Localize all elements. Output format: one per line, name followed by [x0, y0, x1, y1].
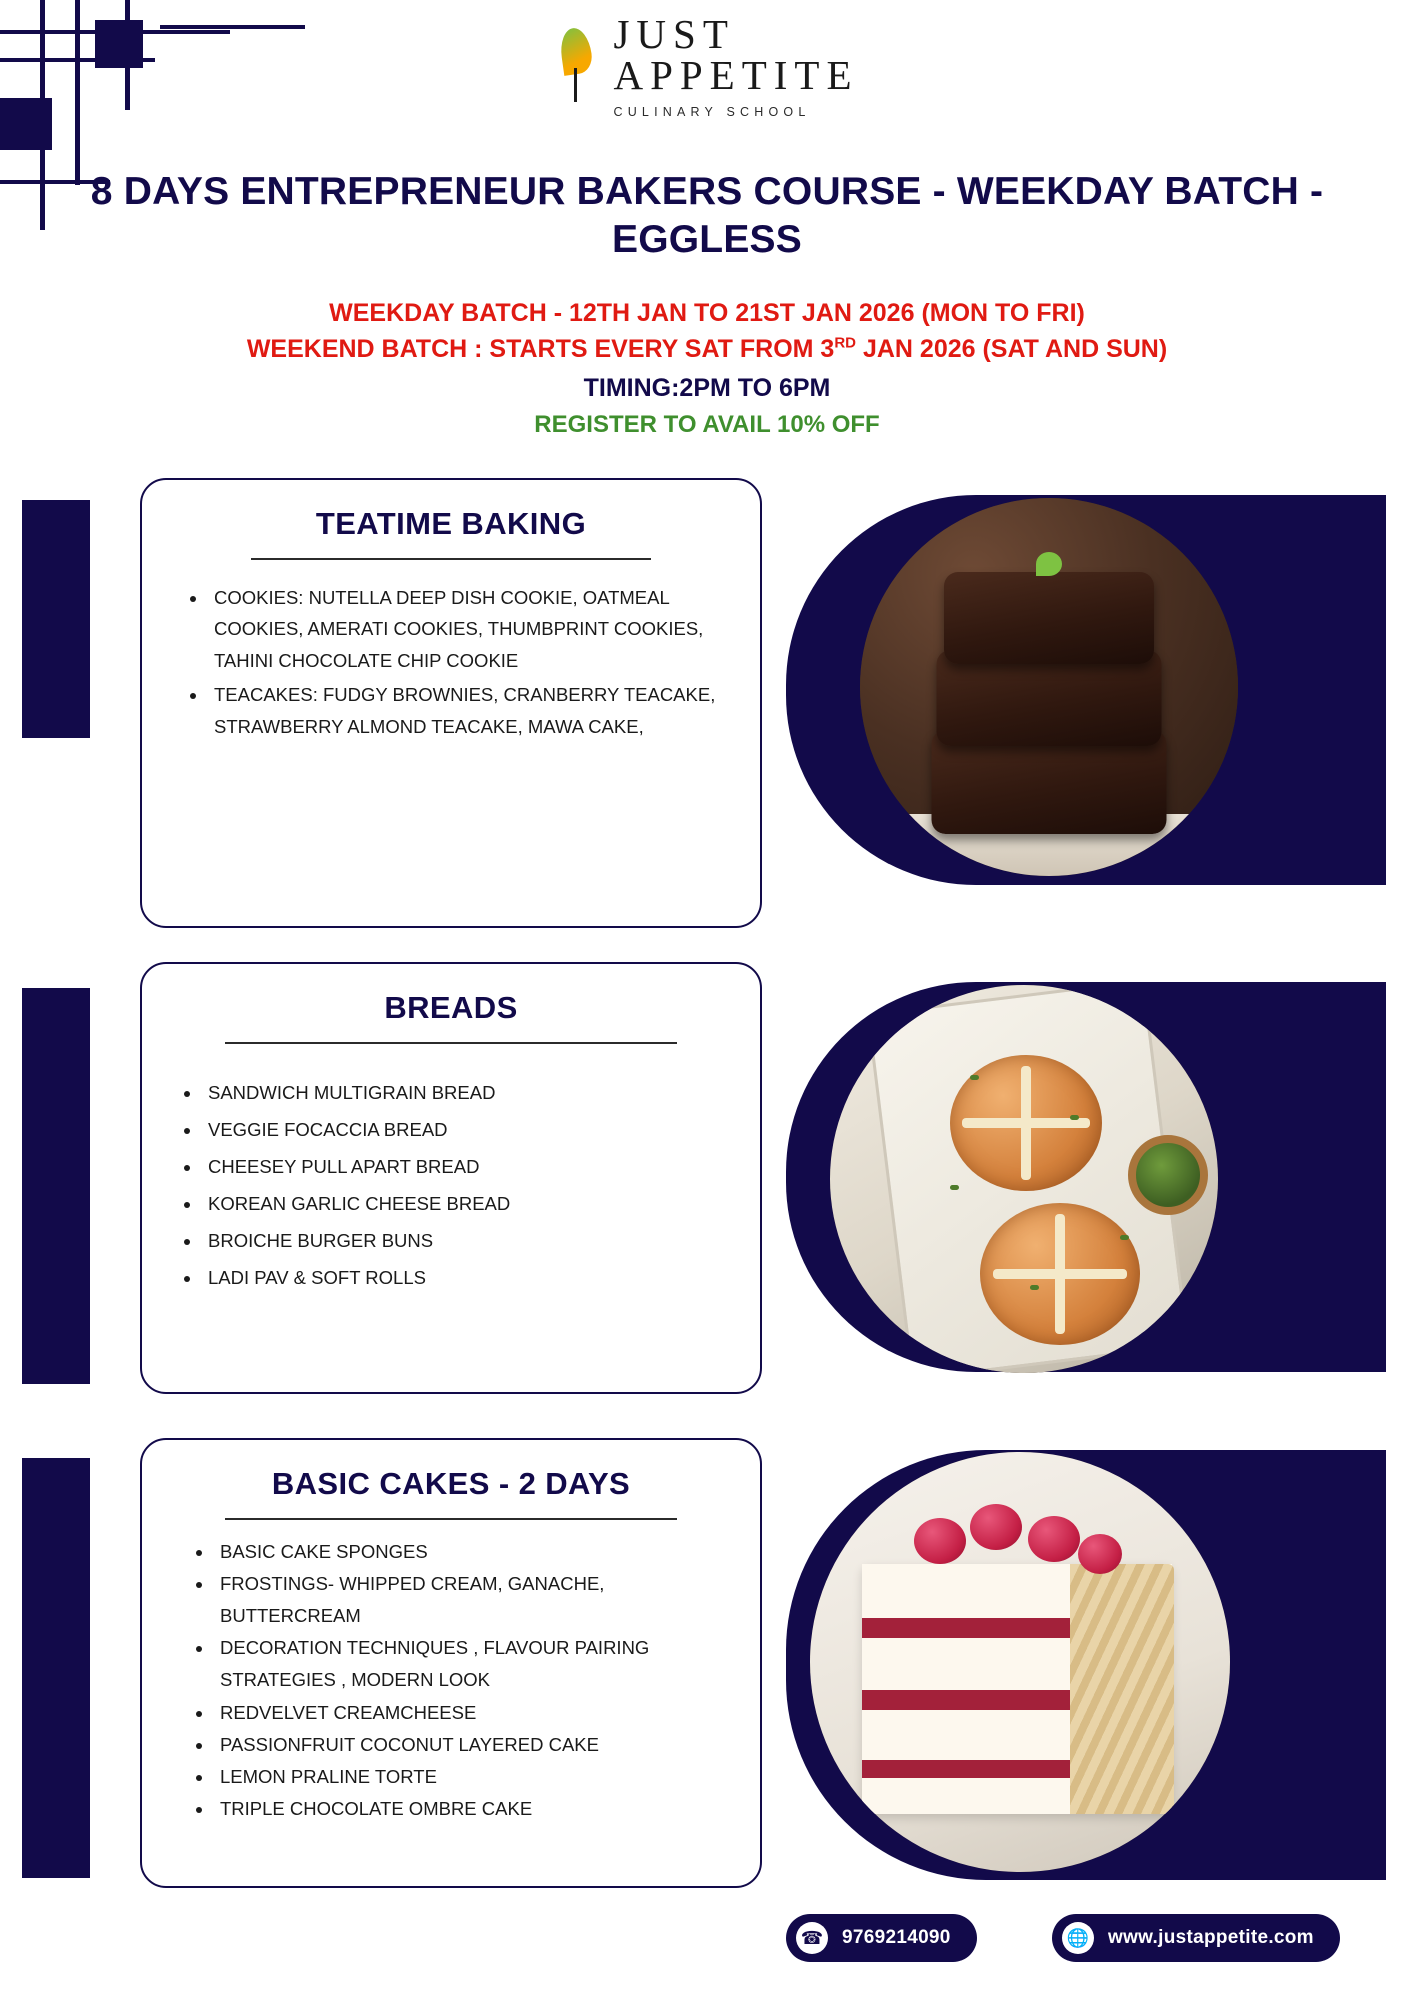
list-item: • REDVELVET CREAMCHEESE	[214, 1697, 730, 1729]
weekend-batch-text	[60, 331, 1354, 367]
phone-icon: ☎	[796, 1922, 828, 1954]
globe-icon: 🌐	[1062, 1922, 1094, 1954]
layer-cake-slice-photo	[810, 1452, 1230, 1872]
section-title: BREADS	[384, 990, 518, 1025]
list-item: • KOREAN GARLIC CHEESE BREAD	[202, 1185, 730, 1222]
timing-text: TIMING:2PM TO 6PM	[583, 373, 831, 402]
section-title: TEATIME BAKING	[315, 506, 587, 541]
list-item: • CHEESEY PULL APART BREAD	[202, 1148, 730, 1185]
divider	[251, 558, 651, 560]
list-item: • COOKIES: NUTELLA DEEP DISH COOKIE, OATMEAL COOKIES, AMERATI COOKIES, THUMBPRINT COOKIES, TAHINI CHOCOLATE CHIP COOKIE	[208, 582, 730, 677]
brand-logo	[0, 11, 1414, 119]
list-item: • LADI PAV & SOFT ROLLS	[202, 1259, 730, 1296]
divider	[225, 1518, 677, 1520]
phone-number: 9769214090	[842, 1927, 951, 1948]
side-accent-bar-3	[22, 1458, 90, 1878]
website-url: www.justappetite.com	[1108, 1927, 1314, 1948]
page-title: 8 DAYS ENTREPRENEUR BAKERS COURSE - WEEKDAY BATCH - EGGLESS	[90, 170, 1324, 261]
brand-name-line2: APPETITE	[613, 52, 859, 98]
garlic-cheese-bread-photo	[830, 985, 1218, 1373]
weekend-batch-post: JAN 2026 (SAT AND SUN)	[856, 335, 1168, 364]
section-card-breads	[140, 962, 762, 1394]
section-title: BASIC CAKES - 2 DAYS	[271, 1466, 631, 1501]
leaf-icon	[555, 28, 597, 106]
side-accent-bar-2	[22, 988, 90, 1384]
list-item: • LEMON PRALINE TORTE	[214, 1761, 730, 1793]
list-item: • VEGGIE FOCACCIA BREAD	[202, 1111, 730, 1148]
list-item: • DECORATION TECHNIQUES , FLAVOUR PAIRING STRATEGIES , MODERN LOOK	[214, 1632, 730, 1696]
list-item: • PASSIONFRUIT COCONUT LAYERED CAKE	[214, 1729, 730, 1761]
divider	[225, 1042, 677, 1044]
list-item: • SANDWICH MULTIGRAIN BREAD	[202, 1074, 730, 1111]
weekend-batch-pre: WEEKEND BATCH : STARTS EVERY SAT FROM 3	[246, 335, 835, 364]
brand-tagline: CULINARY SCHOOL	[613, 105, 811, 119]
list-item: • FROSTINGS- WHIPPED CREAM, GANACHE, BUTTERCREAM	[214, 1568, 730, 1632]
side-accent-bar-1	[22, 500, 90, 738]
section-card-basic-cakes	[140, 1438, 762, 1888]
section-item-list	[208, 582, 730, 743]
offer-text: REGISTER TO AVAIL 10% OFF	[534, 411, 880, 438]
section-item-list	[202, 1074, 730, 1296]
section-item-list	[214, 1536, 730, 1826]
schedule-block	[60, 295, 1354, 443]
section-card-teatime-baking	[140, 478, 762, 928]
list-item: • TEACAKES: FUDGY BROWNIES, CRANBERRY TEACAKE, STRAWBERRY ALMOND TEACAKE, MAWA CAKE,	[208, 679, 730, 743]
brownie-stack-photo	[860, 498, 1238, 876]
brand-name-line1: JUST	[613, 11, 735, 57]
weekend-batch-ordinal: RD	[834, 334, 857, 352]
weekday-batch-text: WEEKDAY BATCH - 12TH JAN TO 21ST JAN 2026 (MON TO FRI)	[329, 299, 1085, 327]
list-item: • BASIC CAKE SPONGES	[214, 1536, 730, 1568]
list-item: • BROICHE BURGER BUNS	[202, 1222, 730, 1259]
website-contact-pill[interactable]	[1052, 1914, 1340, 1962]
list-item: • TRIPLE CHOCOLATE OMBRE CAKE	[214, 1793, 730, 1825]
phone-contact-pill[interactable]	[786, 1914, 977, 1962]
